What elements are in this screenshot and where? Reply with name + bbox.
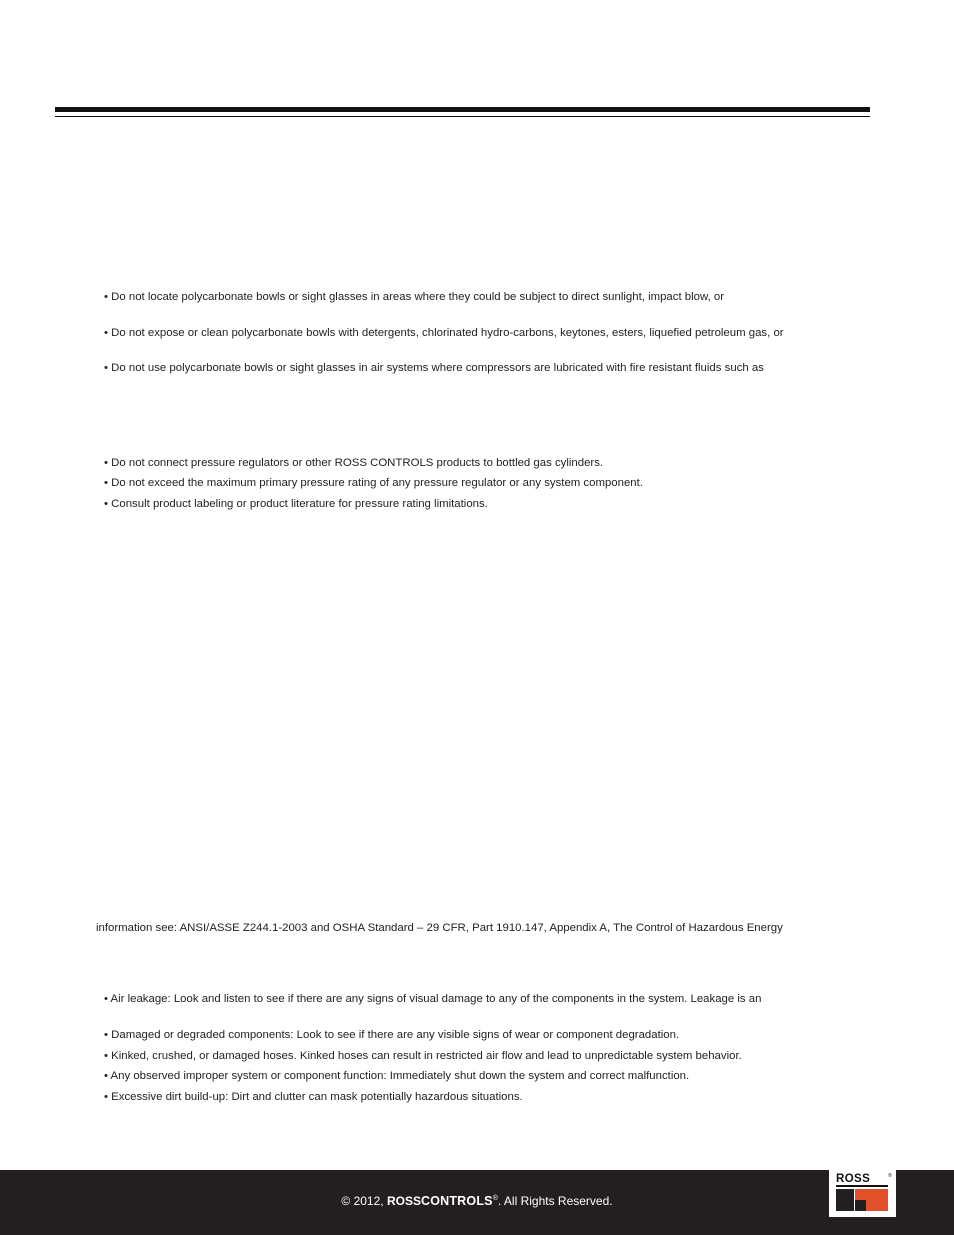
bullet-air-leakage: • Air leakage: Look and listen to see if there are any signs of visual damage to any of the components in the system. Leakage is an xyxy=(104,993,762,1005)
footer-bar xyxy=(0,1170,954,1235)
info-standards: information see: ANSI/ASSE Z244.1-2003 and OSHA Standard – 29 CFR, Part 1910.147, Appendix A, The Control of Hazardous Energy xyxy=(96,922,783,934)
bullet-kinked-hoses: • Kinked, crushed, or damaged hoses. Kinked hoses can result in restricted air flow and lead to unpredictable system behavior. xyxy=(104,1050,742,1062)
registered-mark: ® xyxy=(492,1195,498,1202)
copyright-prefix: © 2012, xyxy=(341,1194,384,1208)
logo-underline xyxy=(836,1185,888,1187)
bullet-bottled-gas: • Do not connect pressure regulators or other ROSS CONTROLS products to bottled gas cylinders. xyxy=(104,457,604,469)
header-rule-thin xyxy=(55,116,870,117)
copyright-suffix: . All Rights Reserved. xyxy=(497,1194,613,1208)
logo-registered-mark: ® xyxy=(888,1173,892,1179)
bullet-polycarbonate-fluids: • Do not use polycarbonate bowls or sight glasses in air systems where compressors are lubricated with fire resistant fluids such as xyxy=(104,362,764,374)
logo-step-shape xyxy=(855,1200,866,1211)
bullet-max-pressure: • Do not exceed the maximum primary pressure rating of any pressure regulator or any system component. xyxy=(104,477,643,489)
bullet-damaged-components: • Damaged or degraded components: Look to see if there are any visible signs of wear or component degradation. xyxy=(104,1029,680,1041)
logo-text: ROSS xyxy=(836,1173,871,1185)
bullet-dirt-buildup: • Excessive dirt build-up: Dirt and clutter can mask potentially hazardous situations. xyxy=(104,1091,523,1103)
copyright-notice xyxy=(0,1194,954,1208)
logo-dark-block xyxy=(836,1189,854,1211)
brand-name-controls: CONTROLS xyxy=(420,1194,493,1208)
bullet-improper-function: • Any observed improper system or component function: Immediately shut down the system and correct malfunction. xyxy=(104,1070,690,1082)
bullet-polycarbonate-cleaning: • Do not expose or clean polycarbonate bowls with detergents, chlorinated hydro-carbons, keytones, esters, liquefied petroleum gas, or xyxy=(104,327,784,339)
brand-name-bold: ROSS xyxy=(386,1194,421,1208)
bullet-polycarbonate-location: • Do not locate polycarbonate bowls or sight glasses in areas where they could be subject to direct sunlight, impact blow, or xyxy=(104,291,725,303)
bullet-pressure-rating: • Consult product labeling or product literature for pressure rating limitations. xyxy=(104,498,488,510)
header-rule-thick xyxy=(55,107,870,112)
ross-logo xyxy=(829,1170,896,1217)
